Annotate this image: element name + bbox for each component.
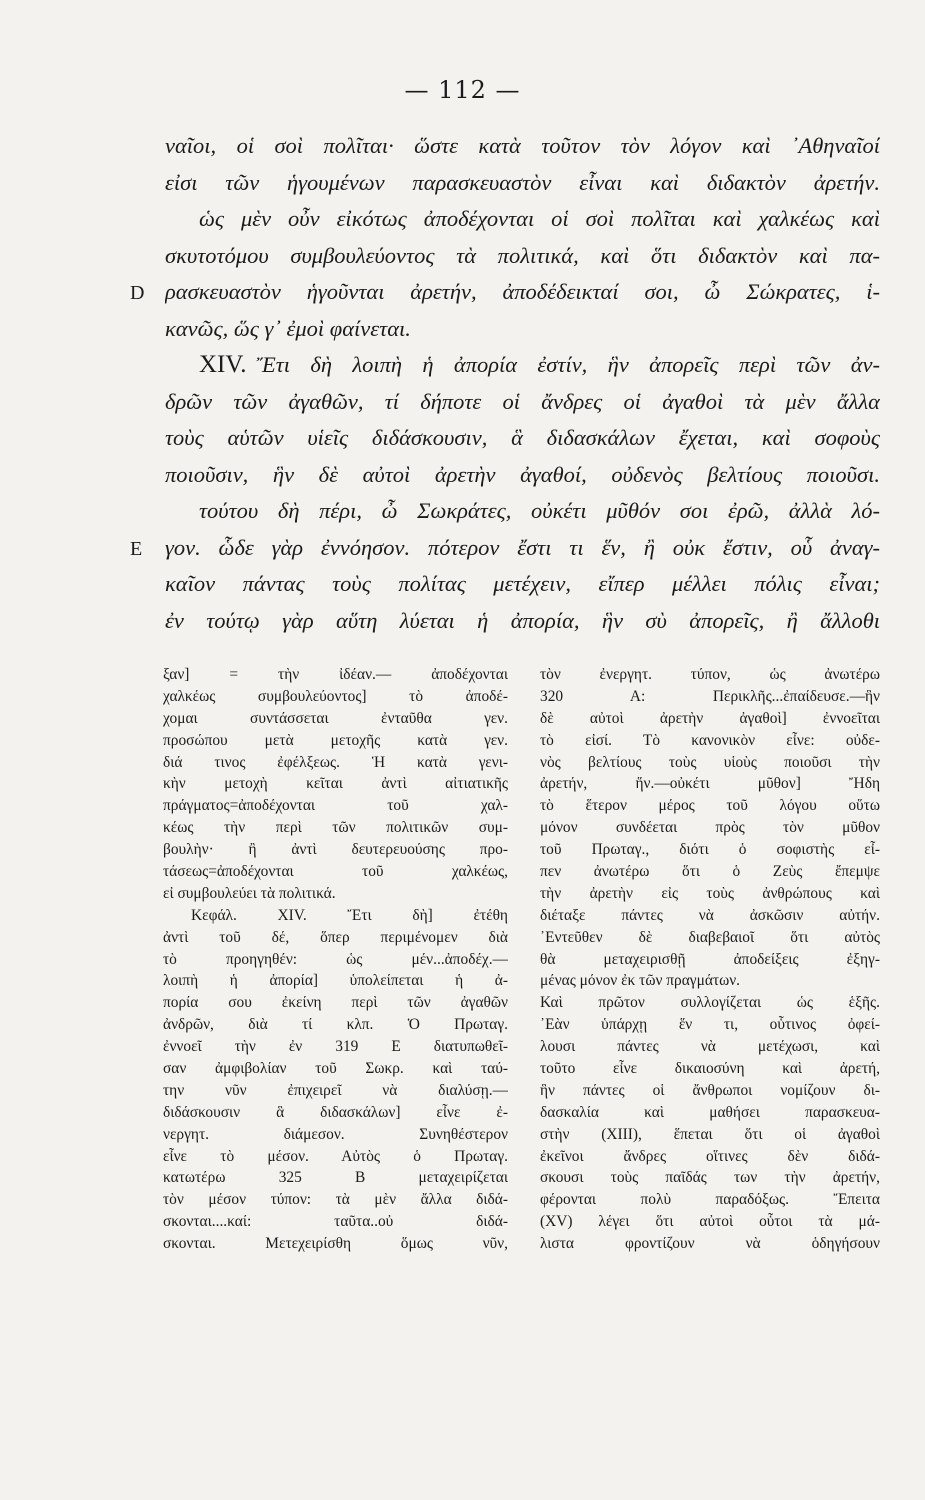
commentary-line: θὰ μεταχειρισθῇ ἀποδείξεις ἐξηγ- [540,950,880,968]
commentary-line: διδάσκουσιν ἃ διδασκάλων] εἶνε ἐ- [163,1103,508,1121]
commentary-line: στὴν (XIII), ἕπεται ὅτι οἱ ἀγαθοὶ [540,1125,880,1143]
commentary-line: πεν ἀνωτέρω ὅτι ὁ Ζεὺς ἔπεμψε [540,863,880,881]
commentary-line: λοιπὴ ἡ ἀπορία] ὑπολείπεται ἡ ἀ- [163,972,508,990]
commentary-line: ᾿Εὰν ὑπάρχῃ ἕν τι, οὗτινος ὀφεί- [540,1016,880,1034]
main-text-line: ὡς μὲν οὖν εἰκότως ἀποδέχονται οἱ σοὶ πολῖται καὶ χαλκέως καὶ [199,206,880,231]
main-text-line: ναῖοι, οἱ σοὶ πολῖται· ὥστε κατὰ τοῦτον τὸν λόγον καὶ ᾿Αθηναῖοί [165,133,880,158]
commentary-line: ἐννοεῖ τὴν ἐν 319 Ε διατυπωθεῖ- [163,1038,508,1056]
margin-letter-e: E [130,538,143,560]
commentary-line: Καὶ πρῶτον συλλογίζεται ὡς ἑξῆς. [540,994,880,1012]
commentary-line: λιστα φροντίζουν νὰ ὁδηγήσουν [540,1235,880,1253]
margin-letter-d: D [130,282,145,304]
commentary-line: τοῦ Πρωταγ., διότι ὁ σοφιστὴς εἶ- [540,841,880,859]
main-text-line: τούτου δὴ πέρι, ὦ Σωκράτες, οὐκέτι μῦθόν σοι ἐρῶ, ἀλλὰ λό- [199,498,880,523]
commentary-line: δασκαλία καὶ μαθήσει παρασκευα- [540,1103,880,1121]
commentary-left-column [163,664,508,1255]
commentary-line: τὸν ἐνεργητ. τύπον, ὡς ἀνωτέρω [540,666,880,683]
commentary-line: εἰ συμβουλεύει τὰ πολιτικά. [163,884,336,902]
commentary-line: πράγματος=ἀποδέχονται τοῦ χαλ- [163,797,508,815]
commentary-line: τάσεως=ἀποδέχονται τοῦ χαλκέως, [163,863,508,881]
main-text-line: κανῶς, ὥς γ᾽ ἐμοὶ φαίνεται. [165,315,411,341]
commentary-right-column [540,664,880,1255]
main-text-line: γον. ὧδε γὰρ ἐννόησον. πότερον ἔστι τι ἕν, ἢ οὐκ ἔστιν, οὗ ἀναγ- [165,534,880,560]
commentary-line: νὸς βελτίους τοὺς υἱοὺς ποιοῦσι τὴν [540,753,880,771]
page-number: — 112 — [404,76,521,104]
commentary-line: λουσι πάντες νὰ μετέχωσι, καὶ [540,1038,880,1056]
commentary-line: ᾿Εντεῦθεν δὲ διαβεβαιοῖ ὅτι αὐτὸς [540,928,880,946]
commentary-line: μένας μόνον ἐκ τῶν πραγμάτων. [540,972,741,990]
commentary-line: δὲ αὐτοὶ ἀρετὴν ἀγαθοὶ] ἐννοεῖται [540,709,880,727]
commentary-line: μόνον συνδέεται πρὸς τὸν μῦθον [540,819,880,837]
commentary-line: σκουσι τοὺς παῖδάς των τὴν ἀρετήν, [540,1169,880,1187]
commentary-line: πορία σου ἐκείνη περὶ τῶν ἀγαθῶν [163,994,508,1012]
main-text-line: τοὺς αὑτῶν υἱεῖς διδάσκουσιν, ἃ διδασκάλων ἔχεται, καὶ σοφοὺς [165,425,880,450]
commentary-line: ἀρετήν, ἥν.—οὐκέτι μῦθον] Ἤδη [540,775,880,793]
main-greek-text [165,128,880,639]
commentary-line: τὸν μέσον τύπον: τὰ μὲν ἄλλα διδά- [163,1191,508,1209]
main-text-line-content: Ἔτι δὴ λοιπὴ ἡ ἀπορία ἐστίν, ἣν ἀπορεῖς περὶ τῶν ἀν- [256,352,880,377]
main-text-line: καῖον πάντας τοὺς πολίτας μετέχειν, εἴπερ μέλλει πόλις εἶναι; [165,571,880,596]
commentary-line: 320 Α: Περικλῆς...ἐπαίδευσε.—ἣν [540,687,880,705]
main-text-line: δρῶν τῶν ἀγαθῶν, τί δήποτε οἱ ἄνδρες οἱ ἀγαθοὶ τὰ μὲν ἄλλα [165,388,880,414]
commentary-line: Κεφάλ. XIV. Ἔτι δὴ] ἐτέθη [191,906,508,924]
commentary-line: κατωτέρω 325 Β μεταχειρίζεται [163,1169,508,1187]
main-text-line: ρασκευαστὸν ἡγοῦνται ἀρετήν, ἀποδέδεικταί σοι, ὦ Σώκρατες, ἱ- [165,279,880,304]
commentary-line: χαλκέως συμβουλεύοντος] τὸ ἀποδέ- [163,687,508,705]
main-text-line: εἰσι τῶν ἡγουμένων παρασκευαστὸν εἶναι καὶ διδακτὸν ἀρετήν. [165,169,880,195]
commentary-line: χομαι συντάσσεται ἐνταῦθα γεν. [163,709,508,727]
commentary-line: (XV) λέγει ὅτι αὐτοὶ οὗτοι τὰ μά- [540,1213,880,1231]
commentary-line: ἀνδρῶν, διὰ τί κλπ. Ὁ Πρωταγ. [163,1016,508,1034]
commentary-line: σκονται. Μετεχειρίσθη ὅμως νῦν, [163,1235,508,1253]
commentary-line: φέρονται πολὺ παραδόξως. Ἔπειτα [540,1191,880,1209]
commentary-line: προσώπου μετὰ μετοχῆς κατὰ γεν. [163,731,508,749]
commentary-line: ξαν] = τὴν ἰδέαν.— ἀποδέχονται [163,666,508,683]
commentary-line: κὴν μετοχὴ κεῖται ἀντὶ αἰτιατικῆς [163,775,508,793]
commentary-line: σαν ἀμφιβολίαν τοῦ Σωκρ. καὶ ταύ- [163,1060,508,1078]
main-text-line: σκυτοτόμου συμβουλεύοντος τὰ πολιτικά, καὶ ὅτι διδακτὸν καὶ πα- [165,242,880,268]
commentary-line: εἶνε τὸ μέσον. Αὐτὸς ὁ Πρωταγ. [163,1147,508,1165]
commentary-line: τὸ εἰσί. Τὸ κανονικὸν εἶνε: οὐδε- [540,731,880,749]
chapter-number: XIV. [199,351,247,378]
commentary-line: τὸ προηγηθέν: ὡς μέν...ἀποδέχ.— [163,950,508,968]
commentary-line: τὴν ἀρετὴν εἰς τοὺς ἀνθρώπους καὶ [540,884,880,902]
main-text-line: ποιοῦσιν, ἣν δὲ αὐτοὶ ἀρετὴν ἀγαθοί, οὐδενὸς βελτίους ποιοῦσι. [165,461,880,487]
commentary-line: κέως τὴν περὶ τῶν πολιτικῶν συμ- [163,819,508,837]
commentary-line: βουλὴν· ἢ ἀντὶ δευτερευούσης προ- [163,841,508,859]
commentary-line: την νῦν ἐπιχειρεῖ νὰ διαλύσῃ.— [163,1081,508,1099]
commentary-line: ἣν πάντες οἱ ἄνθρωποι νομίζουν δι- [540,1081,880,1099]
commentary-line: ἐκεῖνοι ἄνδρες οἵτινες δὲν διδά- [540,1147,880,1165]
commentary-line: σκονται....καί: ταῦτα..οὐ διδά- [163,1213,508,1231]
commentary-line: τοῦτο εἶνε δικαιοσύνη καὶ ἀρετή, [540,1060,880,1078]
commentary-line: νεργητ. διάμεσον. Συνηθέστερον [163,1125,508,1143]
commentary-line: ἀντὶ τοῦ δέ, ὅπερ περιμένομεν διὰ [163,928,508,946]
main-text-line: ἐν τούτῳ γὰρ αὕτη λύεται ἡ ἀπορία, ἣν σὺ ἀπορεῖς, ἢ ἄλλοθι [165,607,880,633]
commentary-line: διέταξε πάντες νὰ ἀσκῶσιν αὐτήν. [540,906,880,924]
commentary-line: τὸ ἕτερον μέρος τοῦ λόγου οὕτω [540,797,880,815]
main-text-line [165,347,880,384]
commentary-line: διά τινος ἐφέλξεως. Ἡ κατὰ γενι- [163,753,508,771]
